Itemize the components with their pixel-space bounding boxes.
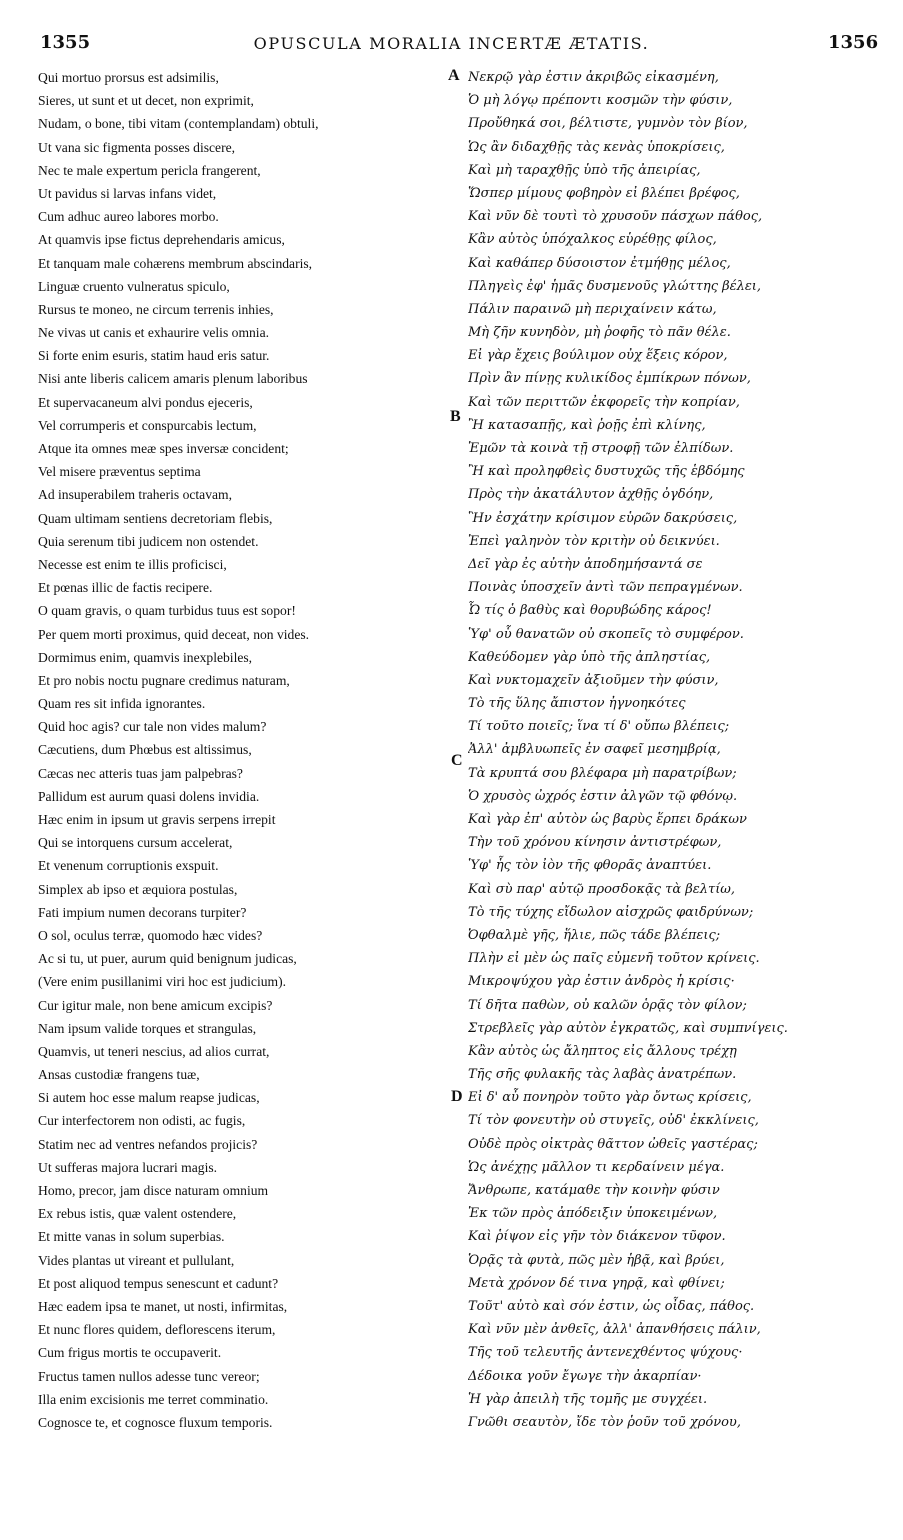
- greek-verse-line: Καθεύδομεν γὰρ ὑπὸ τῆς ἀπληστίας,: [468, 649, 711, 665]
- greek-verse-line: Ὑφ' οὗ θανατῶν οὐ σκοπεῖς τὸ συμφέρον.: [468, 626, 744, 642]
- latin-column: [38, 66, 458, 1434]
- greek-verse-line: Καὶ καθάπερ δύσοιστον ἐτμήθῃς μέλος,: [468, 255, 731, 271]
- latin-verse-line: Et venenum corruptionis exspuit.: [38, 858, 219, 874]
- greek-verse-line: Τῆς τοῦ τελευτῆς ἀντενεχθέντος ψύχους·: [468, 1345, 743, 1361]
- latin-verse-line: Nisi ante liberis calicem amaris plenum laboribus: [38, 371, 308, 387]
- greek-verse-line: Μετὰ χρόνον δέ τινα γηρᾷ, καὶ φθίνει;: [468, 1275, 725, 1291]
- latin-verse-line: Cur interfectorem non odisti, ac fugis,: [38, 1113, 246, 1129]
- greek-verse-line: Καὶ μὴ ταραχθῇς ὑπὸ τῆς ἀπειρίας,: [468, 162, 701, 178]
- greek-verse-line: Καὶ γὰρ ἐπ' αὐτὸν ὡς βαρὺς ἕρπει δράκων: [468, 812, 747, 827]
- greek-verse-line: Τί τοῦτο ποιεῖς; ἵνα τί δ' οὔπω βλέπεις;: [468, 719, 730, 735]
- latin-verse-line: Ad insuperabilem traheris octavam,: [38, 487, 233, 503]
- latin-verse-line: Si autem hoc esse malum reapse judicas,: [38, 1090, 260, 1106]
- greek-verse-line: Πρὶν ἂν πίνῃς κυλικίδος ἐμπίκρων πόνων,: [468, 371, 751, 387]
- greek-verse-line: Ὑφ' ἧς τὸν ἰὸν τῆς φθορᾶς ἀναπτύει.: [468, 858, 712, 874]
- latin-verse-line: Rursus te moneo, ne circum terrenis inhies,: [38, 301, 274, 317]
- greek-verse-line: Ὡς ἂν διδαχθῇς τὰς κενὰς ὑποκρίσεις,: [468, 139, 725, 155]
- greek-verse-line: Τὸ τῆς ὕλης ἄπιστον ἠγνοηκότες: [468, 696, 686, 712]
- page-number-left: 1355: [40, 32, 91, 53]
- greek-verse-line: Ὥσπερ μίμους φοβηρὸν εἰ βλέπει βρέφος,: [468, 185, 740, 201]
- latin-verse-line: Sieres, ut sunt et ut decet, non exprimit,: [38, 93, 254, 109]
- greek-verse-line: Καὶ τῶν περιττῶν ἐκφορεῖς τὴν κοπρίαν,: [468, 394, 740, 410]
- latin-verse-line: Statim nec ad ventres nefandos projicis?: [38, 1136, 258, 1152]
- latin-verse-line: Et pro nobis noctu pugnare credimus naturam,: [38, 672, 290, 688]
- greek-verse-line: Τὰ κρυπτά σου βλέφαρα μὴ παρατρίβων;: [468, 765, 737, 781]
- latin-verse-line: Quid hoc agis? cur tale non vides malum?: [38, 719, 267, 735]
- section-marker-a: A: [448, 67, 460, 84]
- latin-verse-line: Si forte enim esuris, statim haud eris satur.: [38, 348, 270, 364]
- greek-verse-line: Πλὴν εἰ μὲν ὡς παῖς εὐμενῆ τοῦτον κρίνεις.: [468, 951, 760, 967]
- latin-verse-line: Hæc enim in ipsum ut gravis serpens irrepit: [38, 812, 276, 827]
- latin-verse-line: Ex rebus istis, quæ valent ostendere,: [38, 1206, 237, 1222]
- greek-verse-line: Νεκρῷ γὰρ ἐστιν ἀκριβῶς εἰκασμένη,: [468, 70, 719, 85]
- greek-verse-line: Μικροψύχου γὰρ ἐστιν ἀνδρὸς ἡ κρίσις·: [468, 974, 735, 990]
- latin-verse-line: Et supervacaneum alvi pondus ejeceris,: [38, 394, 253, 410]
- latin-verse-line: Et tanquam male cohærens membrum abscindaris,: [38, 255, 313, 271]
- latin-verse-line: Dormimus enim, quamvis inexplebiles,: [38, 649, 253, 665]
- greek-verse-line: Πρὸς τὴν ἀκατάλυτον ἀχθῇς ὀγδόην,: [468, 487, 714, 503]
- latin-verse-line: Et pœnas illic de factis recipere.: [38, 580, 213, 596]
- greek-verse-line: Τοῦτ' αὐτὸ καὶ σόν ἐστιν, ὡς οἶδας, πάθος.: [468, 1298, 755, 1314]
- greek-verse-line: Ὀφθαλμὲ γῆς, ἥλιε, πῶς τάδε βλέπεις;: [468, 927, 721, 943]
- greek-verse-line: Δέδοικα γοῦν ἔγωγε τὴν ἀκαρπίαν·: [468, 1368, 702, 1384]
- latin-verse-line: Quam res sit infida ignorantes.: [38, 696, 206, 712]
- latin-verse-line: Quia serenum tibi judicem non ostendet.: [38, 533, 259, 549]
- latin-verse-line: Cum frigus mortis te occupaverit.: [38, 1345, 222, 1361]
- latin-verse-line: Simplex ab ipso et æquiora postulas,: [38, 881, 238, 897]
- greek-verse-line: Ἐπεὶ γαληνὸν τὸν κριτὴν οὐ δεικνύει.: [468, 533, 720, 549]
- section-marker-b: B: [450, 408, 461, 425]
- latin-verse-line: Pallidum est aurum quasi dolens invidia.: [38, 788, 260, 804]
- greek-verse-line: Δεῖ γὰρ ἐς αὐτὴν ἀποδημήσαντά σε: [468, 556, 703, 572]
- latin-verse-line: At quamvis ipse fictus deprehendaris amicus,: [38, 232, 285, 248]
- latin-verse-line: Cæcas nec atteris tuas jam palpebras?: [38, 765, 243, 781]
- greek-verse-line: Εἰ δ' αὖ πονηρὸν τοῦτο γὰρ ὄντως κρίσεις,: [468, 1090, 752, 1106]
- greek-verse-line: Καὶ σὺ παρ' αὐτῷ προσδοκᾷς τὰ βελτίω,: [468, 881, 736, 897]
- latin-verse-line: Vel misere præventus septima: [38, 464, 201, 480]
- latin-verse-line: Cur igitur male, non bene amicum excipis?: [38, 997, 273, 1013]
- running-title: OPUSCULA MORALIA INCERTÆ ÆTATIS.: [253, 34, 650, 53]
- latin-verse-line: Necesse est enim te illis proficisci,: [38, 556, 227, 572]
- latin-verse-line: O sol, oculus terræ, quomodo hæc vides?: [38, 927, 263, 943]
- latin-verse-line: Ut pavidus si larvas infans videt,: [38, 185, 217, 201]
- greek-verse-line: Ὡς ἀνέχῃς μᾶλλον τι κερδαίνειν μέγα.: [468, 1159, 725, 1175]
- latin-verse-line: Ut sufferas majora lucrari magis.: [38, 1159, 218, 1175]
- latin-verse-line: Vides plantas ut vireant et pullulant,: [38, 1252, 235, 1268]
- latin-verse-line: Atque ita omnes meæ spes inversæ concident;: [38, 441, 289, 456]
- latin-verse-line: Per quem morti proximus, quid deceat, non vides.: [38, 626, 310, 642]
- greek-verse-line: Πάλιν παραινῶ μὴ περιχαίνειν κάτω,: [468, 301, 717, 317]
- greek-verse-line: Προὔθηκά σοι, βέλτιστε, γυμνὸν τὸν βίον,: [468, 116, 748, 132]
- latin-verse-line: Cum adhuc aureo labores morbo.: [38, 209, 219, 225]
- section-marker-c: C: [451, 752, 463, 769]
- latin-verse-line: Fructus tamen nullos adesse tunc vereor;: [38, 1368, 260, 1384]
- greek-verse-line: Καὶ νῦν δὲ τουτὶ τὸ χρυσοῦν πάσχων πάθος,: [468, 209, 763, 225]
- greek-verse-line: Ἄνθρωπε, κατάμαθε τὴν κοινὴν φύσιν: [468, 1183, 720, 1198]
- latin-verse-line: Ac si tu, ut puer, aurum quid benignum judicas,: [38, 951, 297, 967]
- latin-verse-line: Ut vana sic figmenta posses discere,: [38, 139, 236, 155]
- latin-verse-line: Cognosce te, et cognosce fluxum temporis.: [38, 1414, 273, 1430]
- greek-verse-line: Τῆς σῆς φυλακῆς τὰς λαβὰς ἀνατρέπων.: [468, 1067, 737, 1083]
- latin-verse-line: (Vere enim pusillanimi viri hoc est judicium).: [38, 974, 287, 990]
- greek-verse-line: Μὴ ζῆν κυνηδὸν, μὴ ῥοφῆς τὸ πᾶν θέλε.: [468, 325, 731, 341]
- latin-verse-line: Illa enim excisionis me terret comminatio.: [38, 1391, 269, 1407]
- greek-verse-line: Καὶ νυκτομαχεῖν ἀξιοῦμεν τὴν φύσιν,: [468, 672, 719, 688]
- latin-verse-line: Qui mortuo prorsus est adsimilis,: [38, 70, 219, 85]
- latin-verse-line: Ansas custodiæ frangens tuæ,: [38, 1067, 200, 1083]
- latin-verse-line: Ne vivas ut canis et exhaurire velis omnia.: [38, 325, 270, 341]
- latin-verse-line: Fati impium numen decorans turpiter?: [38, 904, 247, 920]
- latin-verse-line: Cæcutiens, dum Phœbus est altissimus,: [38, 742, 252, 758]
- latin-verse-line: Vel corrumperis et conspurcabis lectum,: [38, 417, 257, 433]
- greek-verse-line: Ὁ χρυσὸς ὠχρός ἐστιν ἀλγῶν τῷ φθόνῳ.: [468, 788, 738, 804]
- greek-verse-line: Εἰ γὰρ ἔχεις βούλιμον οὐχ ἕξεις κόρον,: [468, 348, 728, 364]
- greek-verse-line: Ἡ γὰρ ἀπειλὴ τῆς τομῆς με συγχέει.: [468, 1391, 708, 1407]
- greek-verse-line: Καὶ ῥίψον εἰς γῆν τὸν διάκενον τῦφον.: [468, 1229, 726, 1245]
- greek-verse-line: Τί δῆτα παθὼν, οὐ καλῶν ὁρᾷς τὸν φίλον;: [468, 997, 747, 1013]
- greek-verse-line: Κἂν αὐτὸς ὡς ἄληπτος εἰς ἄλλους τρέχῃ: [468, 1043, 737, 1059]
- latin-verse-line: Quam ultimam sentiens decretoriam flebis,: [38, 510, 273, 526]
- greek-verse-line: Ἢ κατασαπῇς, καὶ ῥοῇς ἐπὶ κλίνης,: [468, 417, 706, 433]
- latin-verse-line: Et nunc flores quidem, deflorescens iterum,: [38, 1322, 276, 1338]
- latin-verse-line: Qui se intorquens cursum accelerat,: [38, 835, 233, 851]
- greek-verse-line: Ἀλλ' ἀμβλυωπεῖς ἐν σαφεῖ μεσημβρίᾳ,: [468, 742, 721, 758]
- greek-verse-line: Ὦ τίς ὁ βαθὺς καὶ θορυβώδης κάρος!: [468, 603, 712, 619]
- greek-verse-line: Κἂν αὐτὸς ὑπόχαλκος εὑρέθῃς φίλος,: [468, 232, 717, 248]
- greek-verse-line: Ἐκ τῶν πρὸς ἀπόδειξιν ὑποκειμένων,: [468, 1206, 718, 1222]
- latin-verse-line: Nec te male expertum pericla frangerent,: [38, 162, 261, 178]
- latin-verse-line: Linguæ cruento vulneratus spiculo,: [38, 278, 230, 294]
- latin-verse-line: Et post aliquod tempus senescunt et cadunt?: [38, 1275, 279, 1291]
- greek-column: [468, 66, 868, 1434]
- latin-verse-line: Hæc eadem ipsa te manet, ut nosti, infirmitas,: [38, 1298, 288, 1314]
- greek-verse-line: Ποινὰς ὑποσχεῖν ἀντὶ τῶν πεπραγμένων.: [468, 580, 743, 596]
- latin-verse-line: Quamvis, ut teneri nescius, ad alios currat,: [38, 1043, 270, 1059]
- greek-verse-line: Ὁρᾷς τὰ φυτὰ, πῶς μὲν ἡβᾷ, καὶ βρύει,: [468, 1252, 725, 1268]
- greek-verse-line: Ὁ μὴ λόγῳ πρέποντι κοσμῶν τὴν φύσιν,: [468, 93, 733, 109]
- greek-verse-line: Πληγεὶς ἐφ' ἡμᾶς δυσμενοῦς γλώττης βέλει,: [468, 278, 762, 294]
- latin-verse-line: Et mitte vanas in solum superbias.: [38, 1229, 225, 1245]
- greek-verse-line: Ἣν ἐσχάτην κρίσιμον εὑρῶν δακρύσεις,: [468, 510, 738, 526]
- latin-verse-line: O quam gravis, o quam turbidus tuus est sopor!: [38, 603, 296, 619]
- greek-verse-line: Ἐμῶν τὰ κοινὰ τῇ στροφῇ τῶν ἐλπίδων.: [468, 441, 734, 456]
- latin-verse-line: Homo, precor, jam disce naturam omnium: [38, 1183, 269, 1198]
- greek-verse-line: Οὐδὲ πρὸς οἰκτρὰς θᾶττον ὠθεῖς γαστέρας;: [468, 1136, 758, 1152]
- page-header: [0, 32, 903, 58]
- page-number-right: 1356: [828, 32, 879, 53]
- greek-verse-line: Ἢ καὶ προληφθεὶς δυστυχῶς τῆς ἑβδόμης: [468, 464, 745, 480]
- latin-verse-line: Nudam, o bone, tibi vitam (contemplandam) obtuli,: [38, 116, 319, 132]
- greek-verse-line: Γνῶθι σεαυτὸν, ἴδε τὸν ῥοῦν τοῦ χρόνου,: [468, 1414, 741, 1430]
- greek-verse-line: Τί τὸν φονευτὴν οὐ στυγεῖς, οὐδ' ἐκκλίνεις,: [468, 1113, 759, 1129]
- greek-verse-line: Στρεβλεῖς γὰρ αὐτὸν ἐγκρατῶς, καὶ συμπνίγεις.: [468, 1020, 788, 1036]
- greek-verse-line: Καὶ νῦν μὲν ἀνθεῖς, ἀλλ' ἀπανθήσεις πάλιν,: [468, 1322, 761, 1338]
- greek-verse-line: Τὴν τοῦ χρόνου κίνησιν ἀντιστρέφων,: [468, 835, 722, 851]
- greek-verse-line: Τὸ τῆς τύχης εἴδωλον αἰσχρῶς φαιδρύνων;: [468, 904, 754, 920]
- section-marker-d: D: [451, 1088, 463, 1105]
- latin-verse-line: Nam ipsum valide torques et strangulas,: [38, 1020, 257, 1036]
